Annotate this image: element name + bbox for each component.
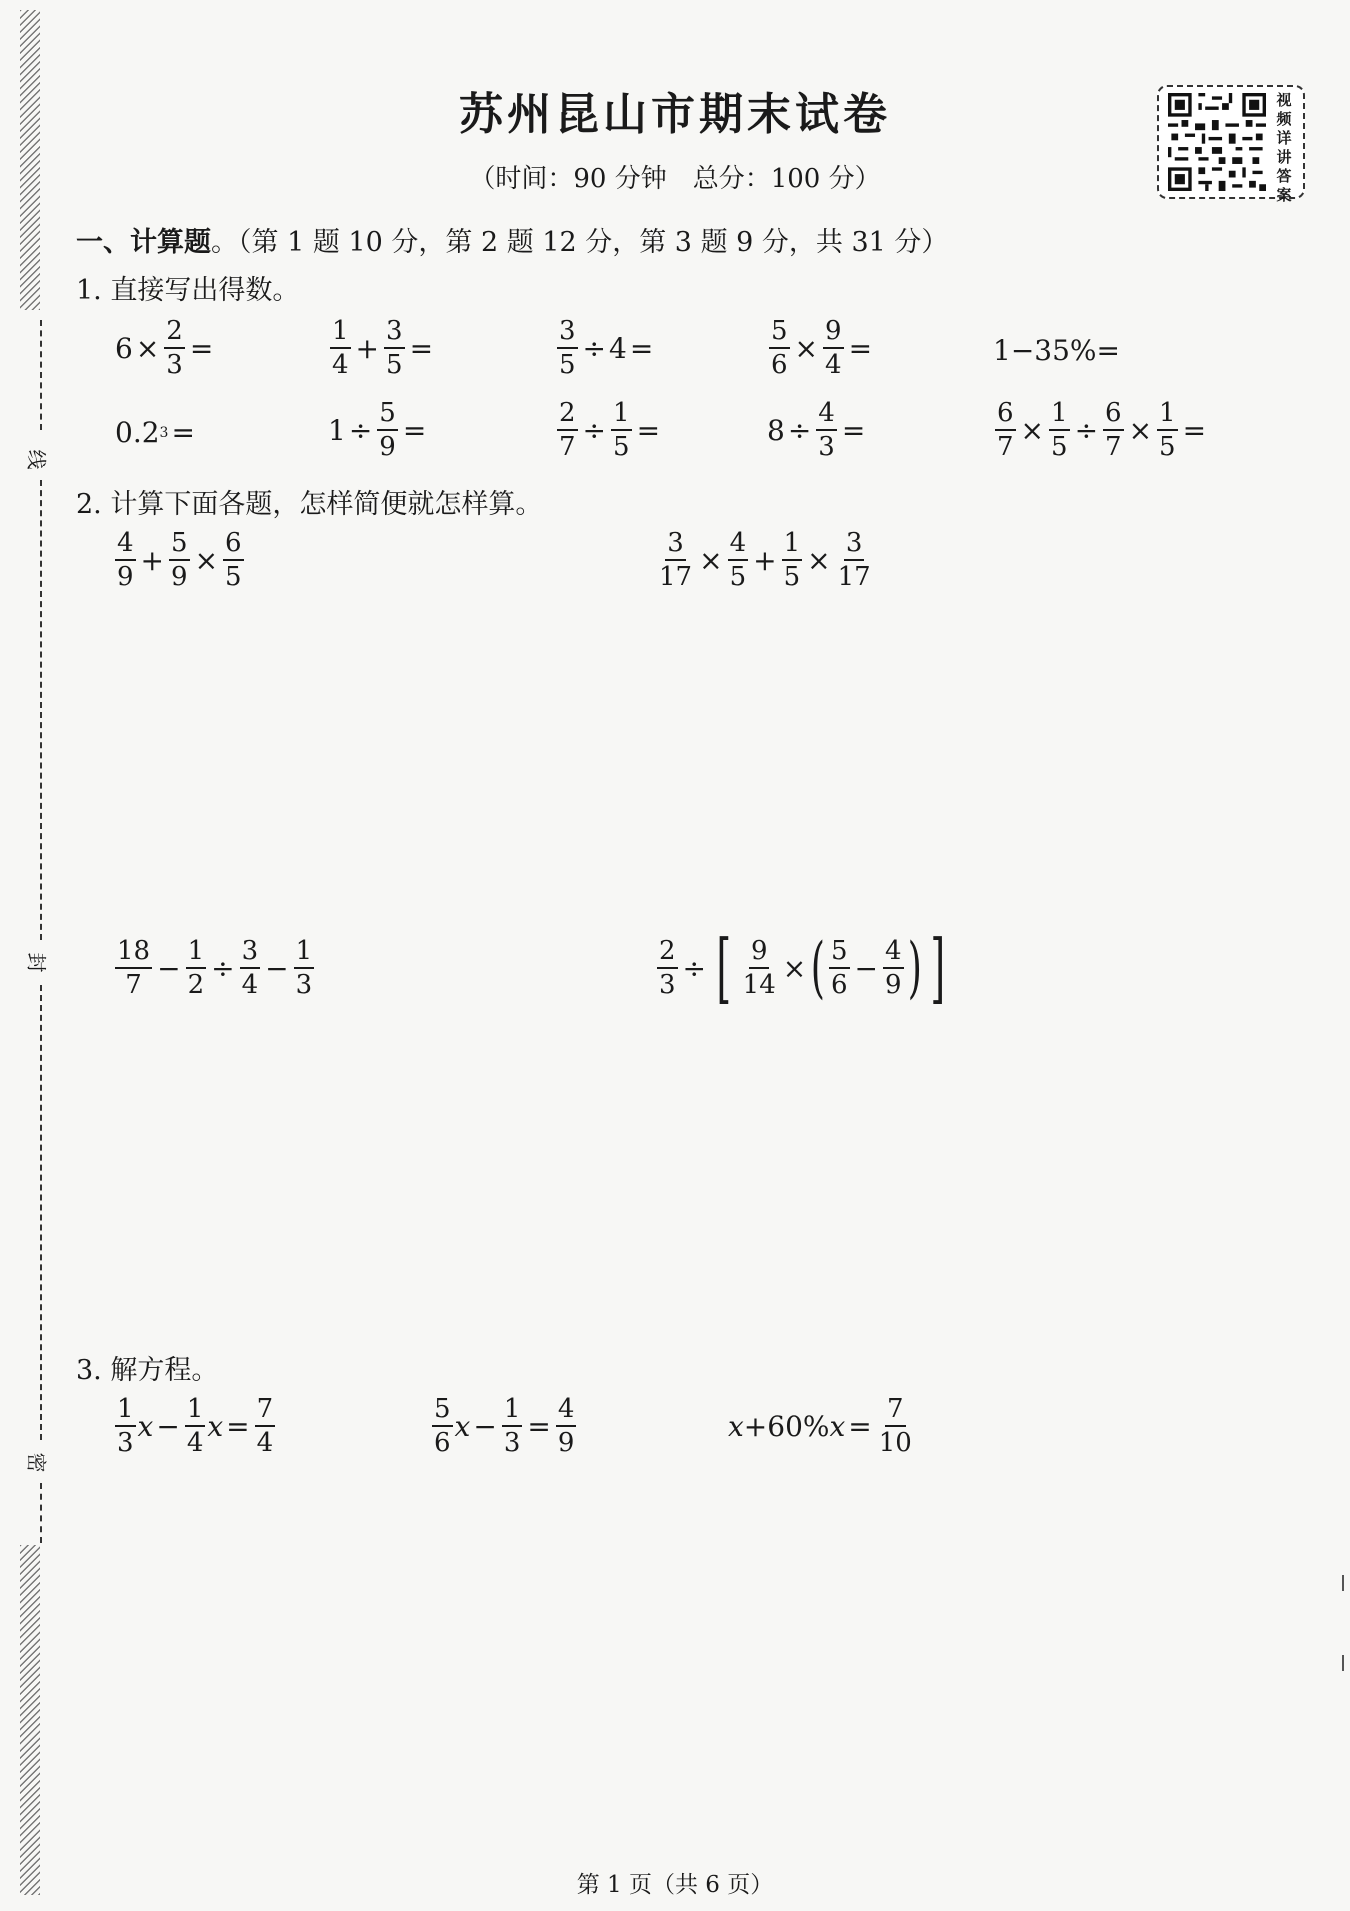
q3-equation-1: $\frac{1}{3}$ x − $\frac{1}{4}$ x = $\frac{7}{4}$ xyxy=(117,1394,274,1458)
margin-char-seal: 封 xyxy=(24,952,49,973)
edge-mark xyxy=(1342,1575,1350,1591)
margin-char-secret: 密 xyxy=(24,1452,49,1473)
section-heading: 一、计算题。（第 1 题 10 分，第 2 题 12 分，第 3 题 9 分，共 31 分） xyxy=(76,227,949,258)
q2-expr-2: $\frac{3}{17}$ × $\frac{4}{5}$ + $\frac{1}{5}$ × $\frac{3}{17}$ xyxy=(659,528,871,592)
q1-expr-1: 6 × $\frac{2}{3}$ = xyxy=(115,316,214,380)
q3-label: 3. 解方程。 xyxy=(76,1355,219,1386)
page-number: 第 1 页（共 6 页） xyxy=(576,1872,774,1898)
q1-expr-3: $\frac{3}{5}$ ÷ 4 = xyxy=(559,316,654,380)
q2-label: 2. 计算下面各题，怎样简便就怎样算。 xyxy=(76,489,543,520)
margin-hatch-bottom xyxy=(20,1545,40,1895)
q1-label: 1. 直接写出得数。 xyxy=(76,275,300,306)
q1-expr-2: $\frac{1}{4}$ + $\frac{3}{5}$ = xyxy=(332,316,434,380)
q1-expr-4: $\frac{5}{6}$ × $\frac{9}{4}$ = xyxy=(771,316,873,380)
q1-expr-9: 8 ÷ $\frac{4}{3}$ = xyxy=(767,398,866,462)
margin-dashline-1 xyxy=(40,320,42,430)
page-title: 苏州昆山市期末试卷 xyxy=(459,89,891,140)
q3-equation-2: $\frac{5}{6}$ x − $\frac{1}{3}$ = $\frac{4}{9}$ xyxy=(434,1394,575,1458)
q2-expr-4: $\frac{2}{3}$ ÷ [ $\frac{9}{14}$ × ( $\frac{5}{6}$ − $\frac{4}{9}$ ) ] xyxy=(659,923,946,1012)
qr-code-icon xyxy=(1167,93,1267,191)
q3-equation-3: x +60% x = $\frac{7}{10}$ xyxy=(728,1394,912,1458)
margin-dashline-2 xyxy=(40,480,42,940)
q1-expr-8: $\frac{2}{7}$ ÷ $\frac{1}{5}$ = xyxy=(559,398,661,462)
q2-expr-1: $\frac{4}{9}$ + $\frac{5}{9}$ × $\frac{6}{5}$ xyxy=(117,528,242,592)
q1-expr-7: 1 ÷ $\frac{5}{9}$ = xyxy=(328,398,427,462)
margin-char-line: 线 xyxy=(24,449,49,470)
q1-expr-5: 1−35%= xyxy=(993,334,1120,367)
edge-mark xyxy=(1342,1655,1350,1671)
q1-expr-6: 0.2 3 = xyxy=(115,416,195,449)
qr-caption: 视 频 详 讲 答 案 xyxy=(1276,91,1292,204)
exam-info: （时间：90 分钟 总分：100 分） xyxy=(469,164,881,194)
margin-dashline-4 xyxy=(40,1483,42,1543)
margin-dashline-3 xyxy=(40,985,42,1440)
q1-expr-10: $\frac{6}{7}$ × $\frac{1}{5}$ ÷ $\frac{6}{7}$ × $\frac{1}{5}$ = xyxy=(997,398,1207,462)
binding-margin xyxy=(0,0,60,1911)
qr-code-box[interactable] xyxy=(1157,85,1305,204)
q2-expr-3: $\frac{18}{7}$ − $\frac{1}{2}$ ÷ $\frac{3}{4}$ − $\frac{1}{3}$ xyxy=(117,936,313,1000)
